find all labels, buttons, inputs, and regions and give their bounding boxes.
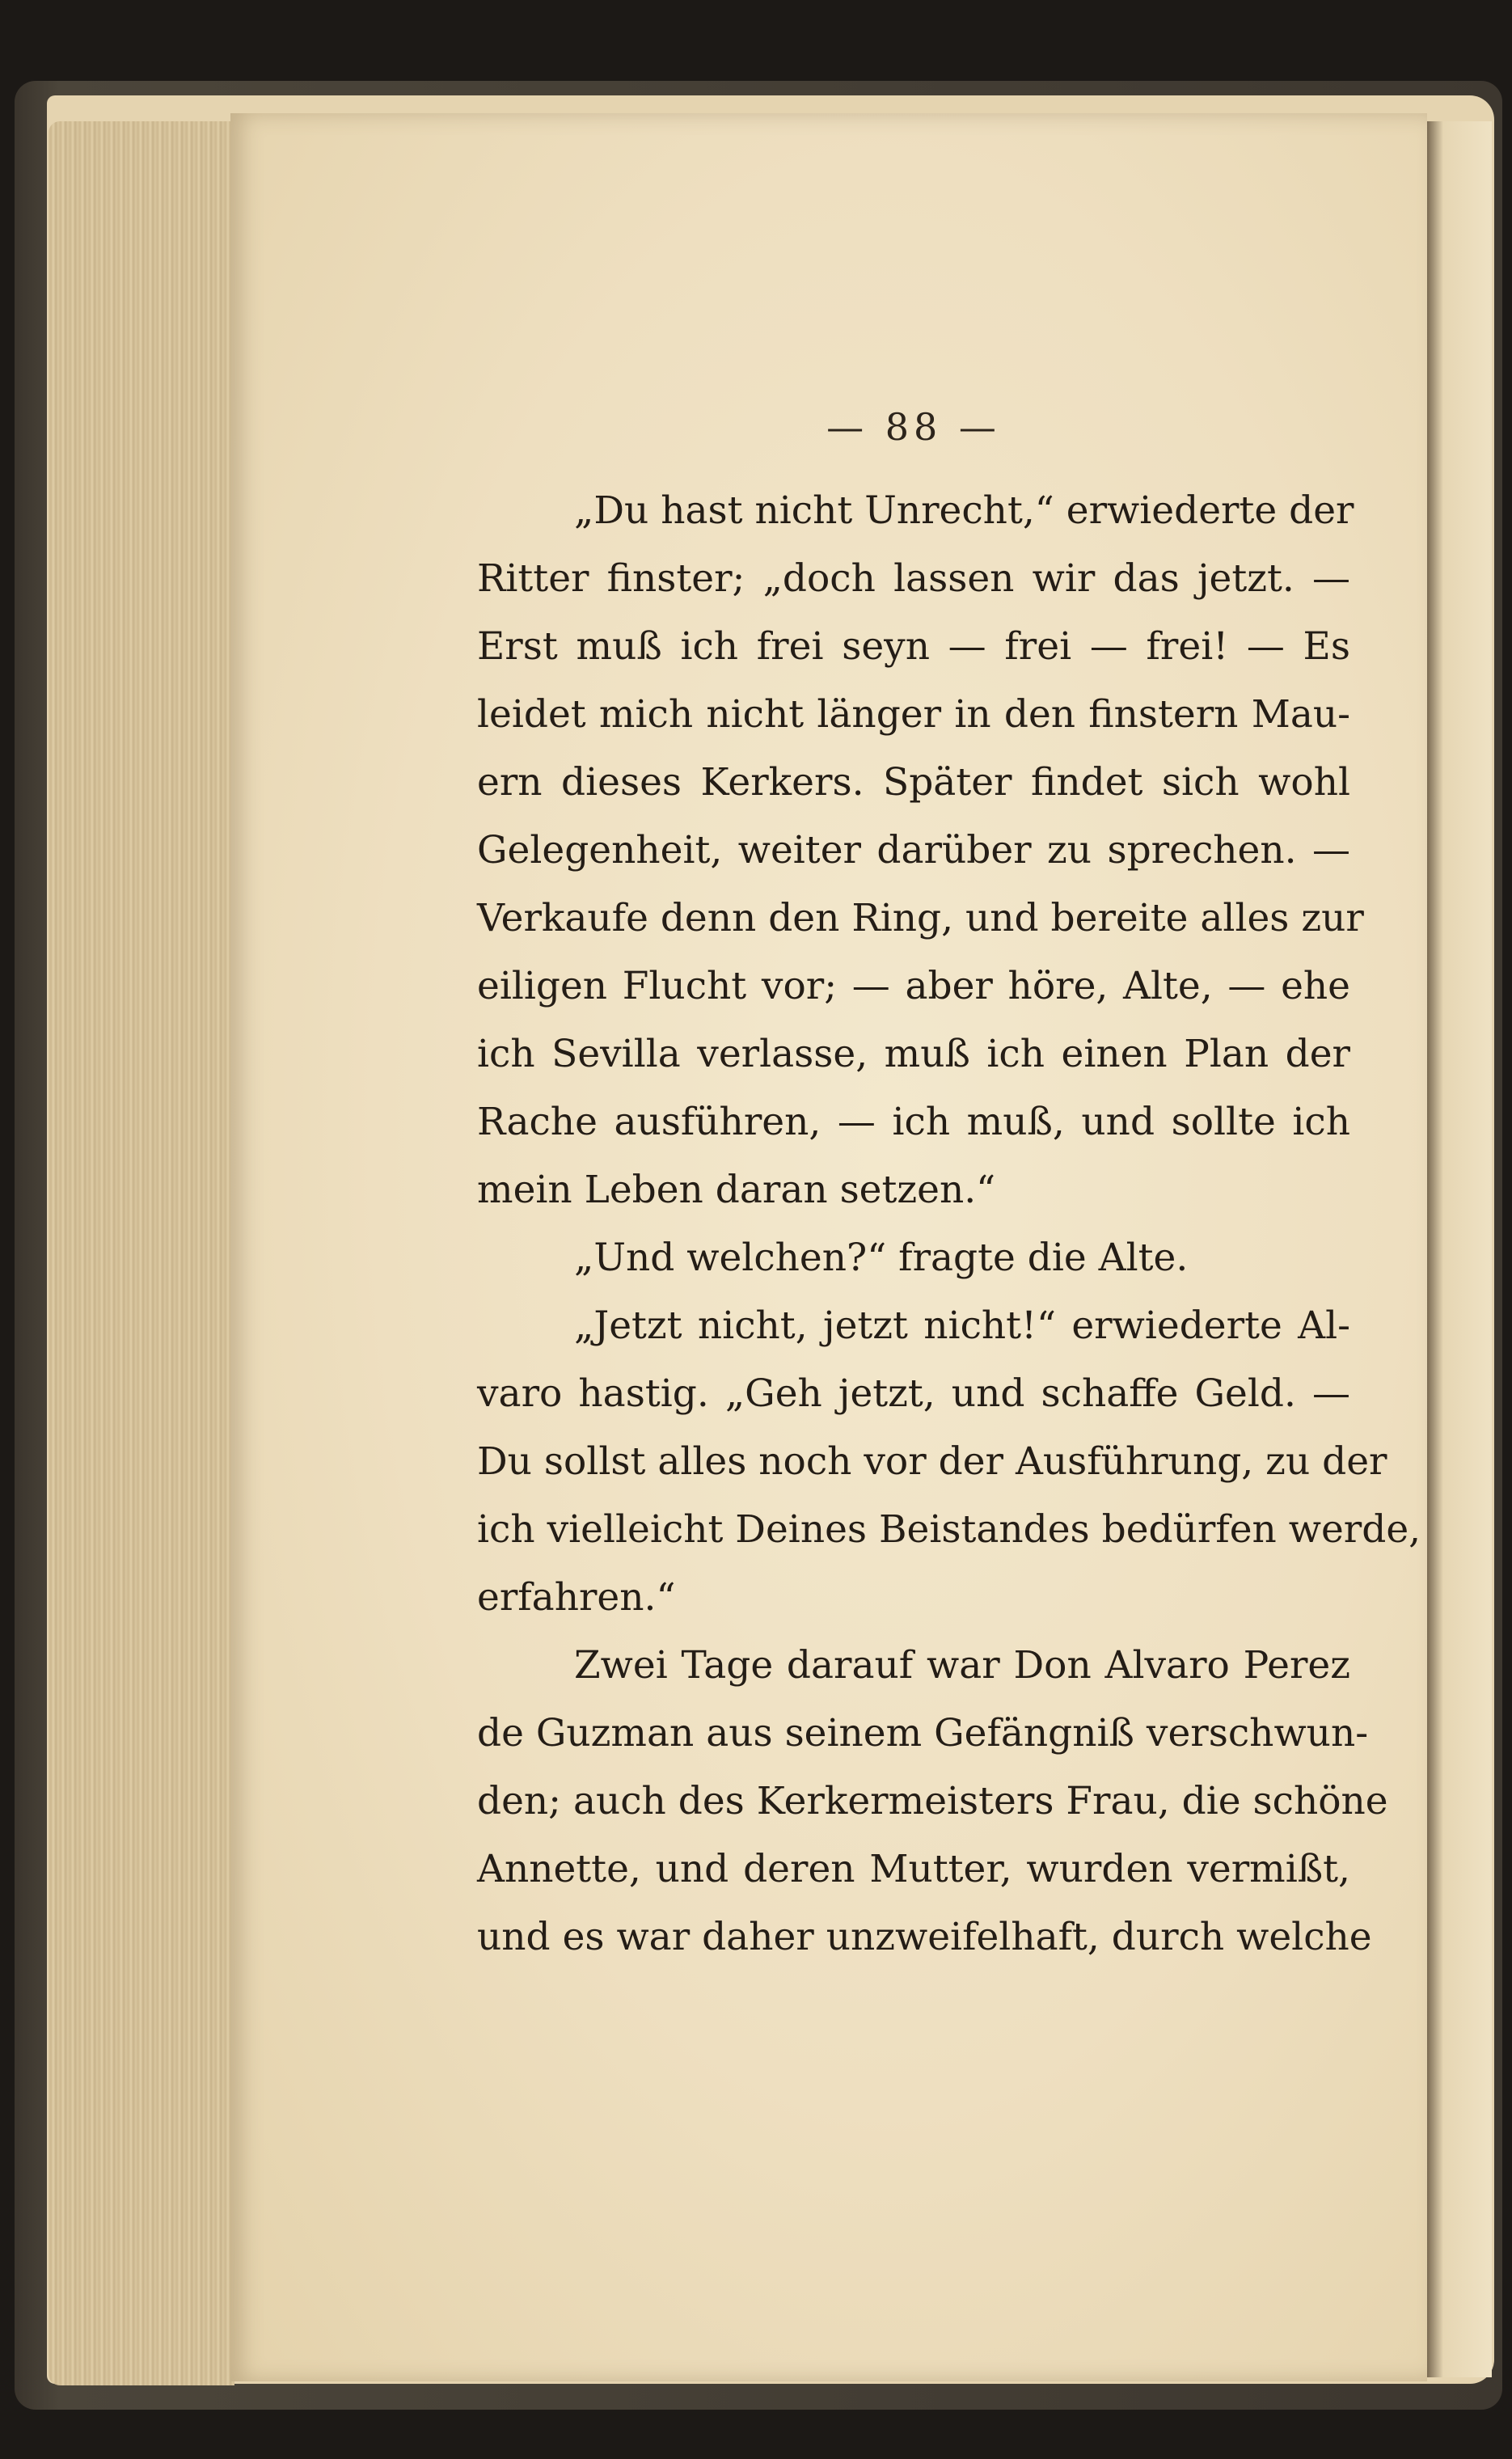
text-line: Verkaufe denn den Ring, und bereite alles zur — [477, 896, 1364, 940]
text-line: den; auch des Kerkermeisters Frau, die schöne — [477, 1779, 1388, 1823]
page-content — [477, 393, 1421, 1971]
text-body — [477, 477, 1421, 1971]
text-line: eiligen Flucht vor; — aber höre, Alte, — ehe — [477, 964, 1350, 1008]
facing-page-edge — [1427, 121, 1492, 2377]
text-line: Ritter finster; „doch lassen wir das jetzt. — — [477, 556, 1350, 601]
text-line: varo hastig. „Geh jetzt, und schaffe Geld. — — [477, 1371, 1350, 1416]
text-line: Rache ausführen, — ich muß, und sollte ich — [477, 1100, 1350, 1144]
text-line: ich Sevilla verlasse, muß ich einen Plan der — [477, 1032, 1350, 1076]
text-line: ern dieses Kerkers. Später findet sich wohl — [477, 760, 1350, 805]
text-line: ich vielleicht Deines Beistandes bedürfen werde, — [477, 1507, 1421, 1552]
page-edges — [49, 121, 234, 2385]
page-number: — 88 — — [826, 405, 1001, 449]
text-line: Zwei Tage darauf war Don Alvaro Perez — [574, 1643, 1350, 1688]
text-line: Annette, und deren Mutter, wurden vermißt, — [477, 1847, 1350, 1891]
text-line: „Jetzt nicht, jetzt nicht!“ erwiederte Al- — [574, 1303, 1350, 1348]
text-line: Erst muß ich frei seyn — frei — frei! — Es — [477, 624, 1350, 669]
text-line: Du sollst alles noch vor der Ausführung, zu der — [477, 1439, 1387, 1484]
text-line: leidet mich nicht länger in den finstern Mau- — [477, 692, 1350, 737]
text-line: mein Leben daran setzen.“ — [477, 1168, 996, 1212]
text-line: und es war daher unzweifelhaft, durch welche — [477, 1915, 1372, 1959]
text-line: „Und welchen?“ fragte die Alte. — [574, 1236, 1189, 1280]
text-line: Gelegenheit, weiter darüber zu sprechen. — — [477, 828, 1350, 872]
text-line: „Du hast nicht Unrecht,“ erwiederte der — [574, 488, 1354, 533]
text-line: erfahren.“ — [477, 1575, 676, 1620]
text-line: de Guzman aus seinem Gefängniß verschwun- — [477, 1711, 1369, 1756]
